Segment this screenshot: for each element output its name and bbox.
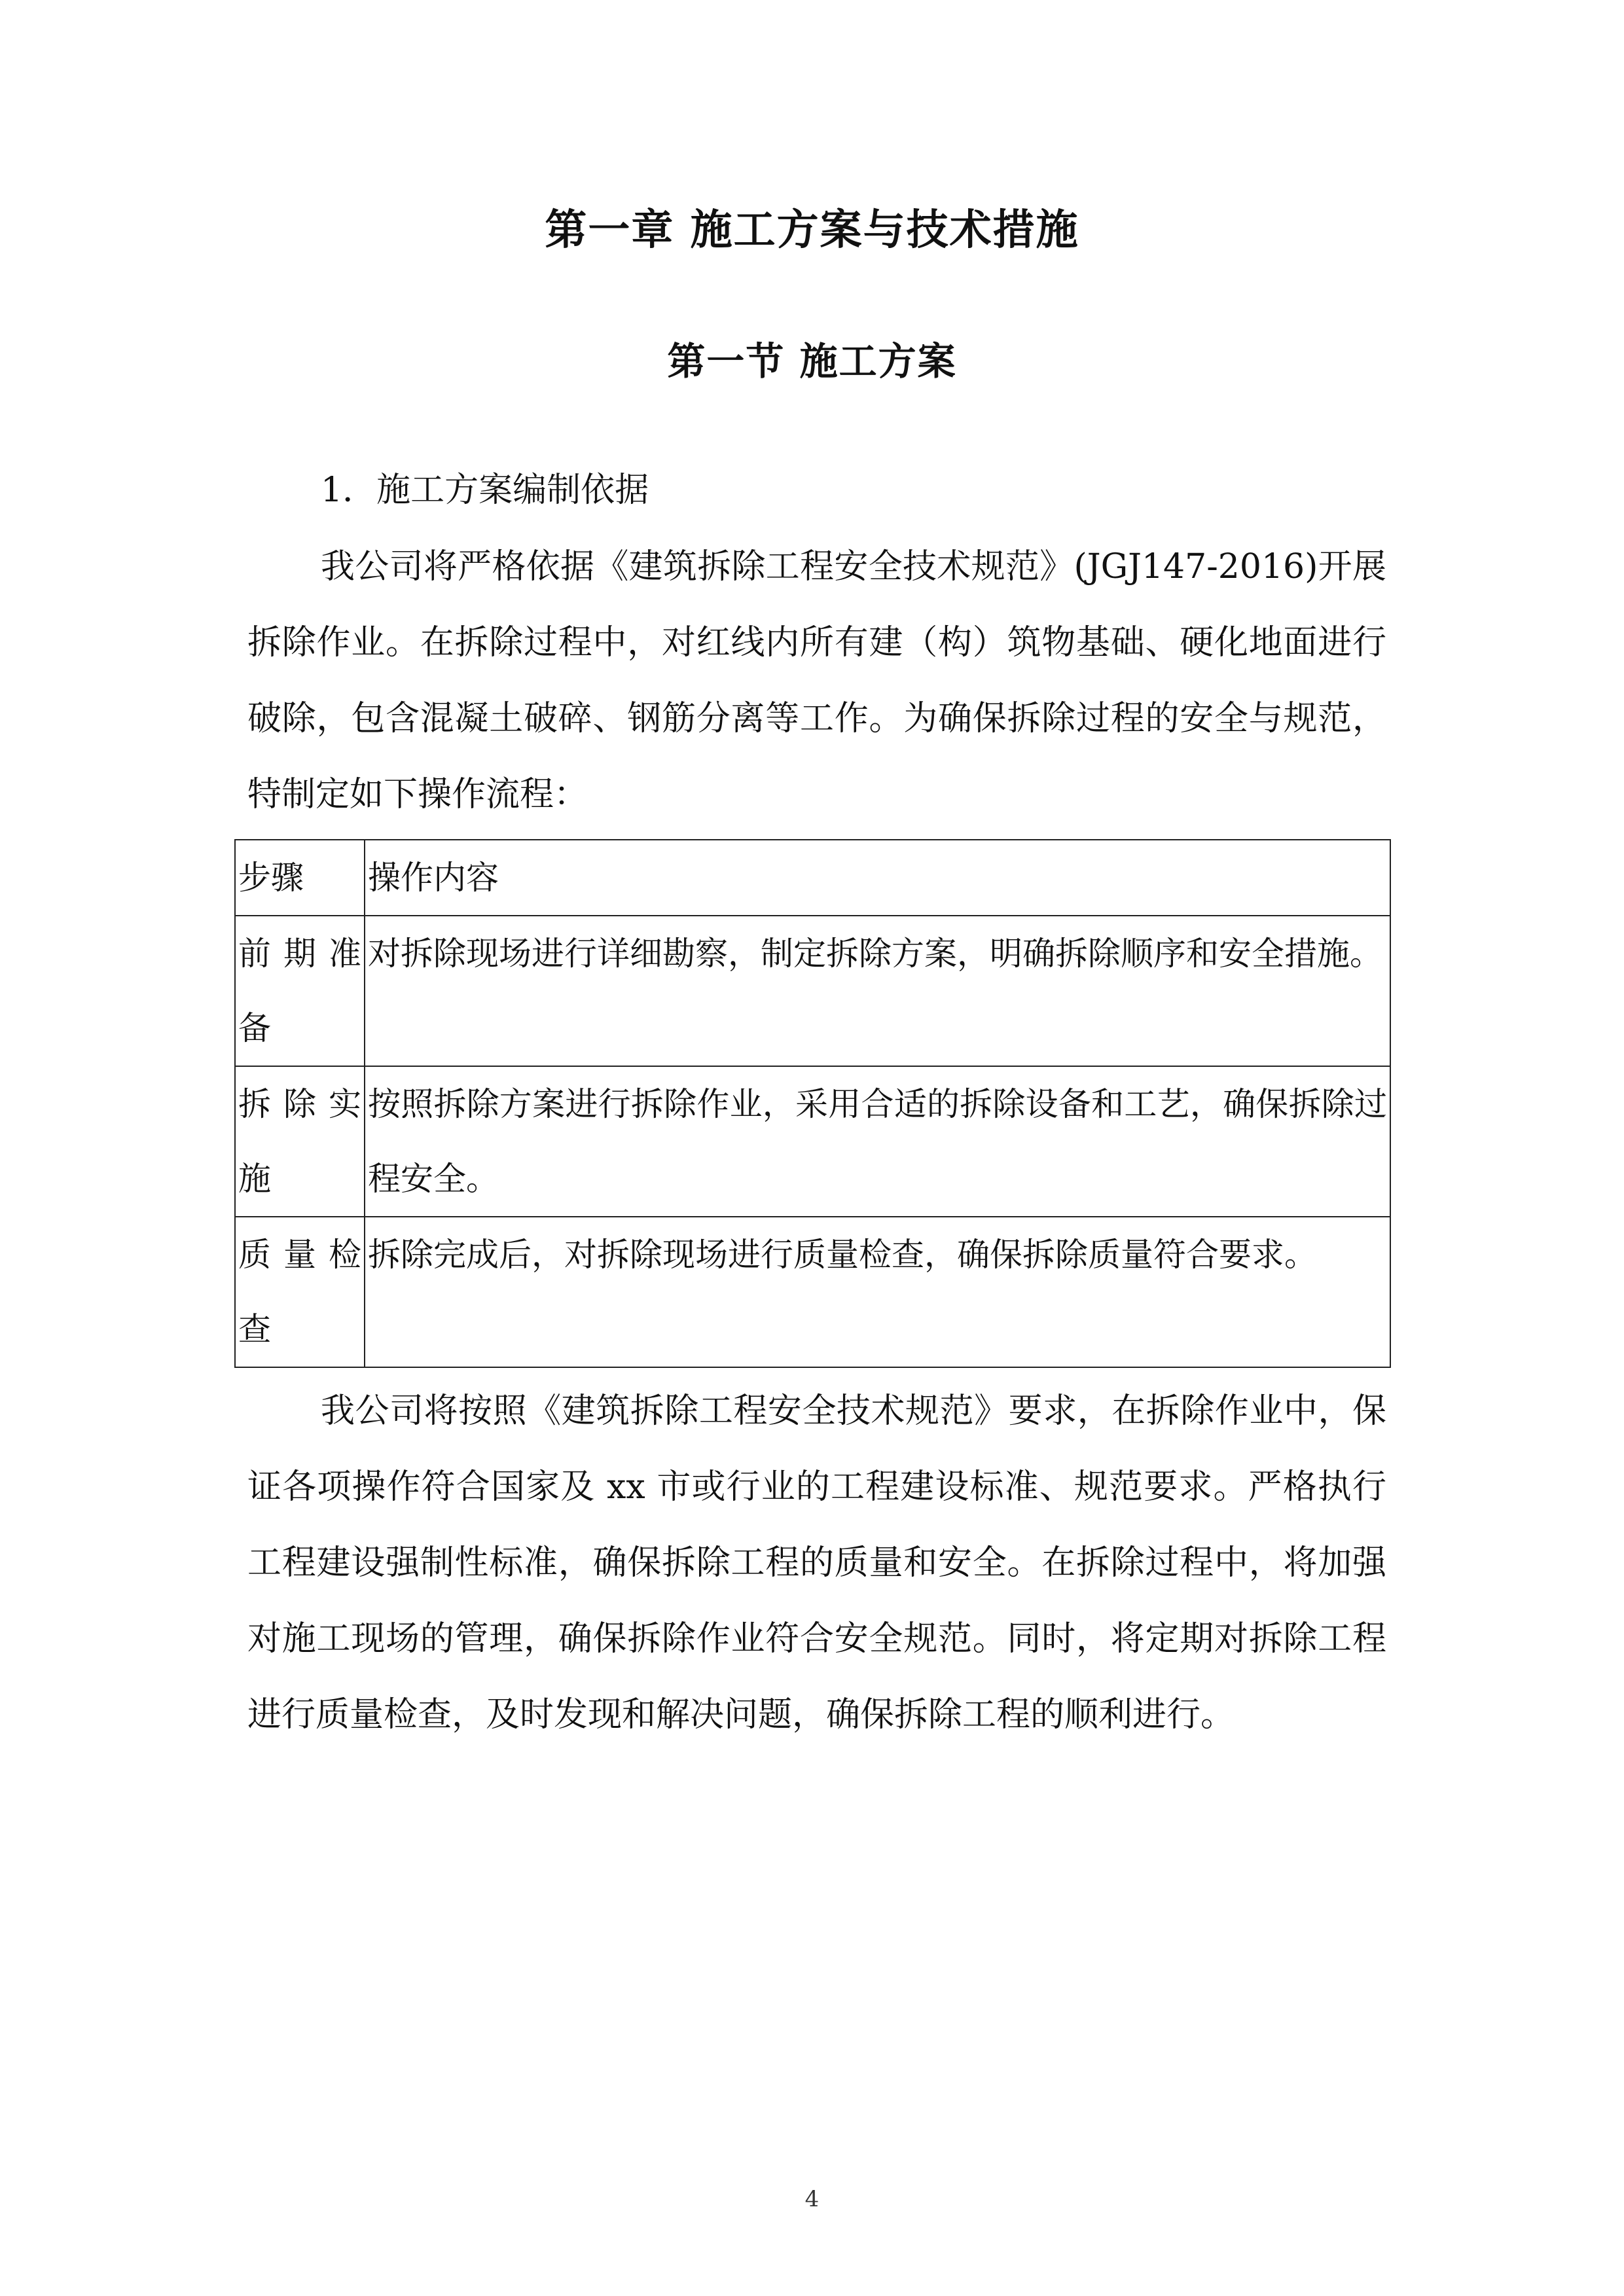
procedure-table <box>234 839 1391 1368</box>
page-number: 4 <box>804 2186 820 2212</box>
table-cell-content: 对拆除现场进行详细勘察，制定拆除方案，明确拆除顺序和安全措施。 <box>365 916 1390 1066</box>
table-header-step: 步骤 <box>235 840 365 916</box>
paragraph-intro: 我公司将严格依据《建筑拆除工程安全技术规范》(JGJ147-2016)开展拆除作业。在拆除过程中，对红线内所有建（构）筑物基础、硬化地面进行破除，包含混凝土破碎、钢筋分离等工作。为确保拆除过程的安全与规范，特制定如下操作流程： <box>247 547 1386 814</box>
chapter-title: 第一章 施工方案与技术措施 <box>545 206 1079 255</box>
table-cell-step: 拆除实施 <box>235 1066 365 1217</box>
table-header-row <box>235 840 1390 916</box>
table-cell-content: 拆除完成后，对拆除现场进行质量检查，确保拆除质量符合要求。 <box>365 1217 1390 1367</box>
table-cell-content: 按照拆除方案进行拆除作业，采用合适的拆除设备和工艺，确保拆除过程安全。 <box>365 1066 1390 1217</box>
table-cell-step: 前期准备 <box>235 916 365 1066</box>
table-row <box>235 916 1390 1066</box>
table-cell-step: 质量检查 <box>235 1217 365 1367</box>
table-header-content: 操作内容 <box>365 840 1390 916</box>
item-heading: 1．施工方案编制依据 <box>321 471 649 510</box>
table-row <box>235 1066 1390 1217</box>
table-row <box>235 1217 1390 1367</box>
section-title: 第一节 施工方案 <box>667 339 957 384</box>
document-body <box>238 452 1387 1753</box>
paragraph-closing: 我公司将按照《建筑拆除工程安全技术规范》要求，在拆除作业中，保证各项操作符合国家及 xx 市或行业的工程建设标准、规范要求。严格执行工程建设强制性标准，确保拆除工程的质量和安全。在拆除过程中，将加强对施工现场的管理，确保拆除作业符合安全规范。同时，将定期对拆除工程进行质量检查，及时发现和解决问题，确保拆除工程的顺利进行。 <box>247 1391 1386 1734</box>
